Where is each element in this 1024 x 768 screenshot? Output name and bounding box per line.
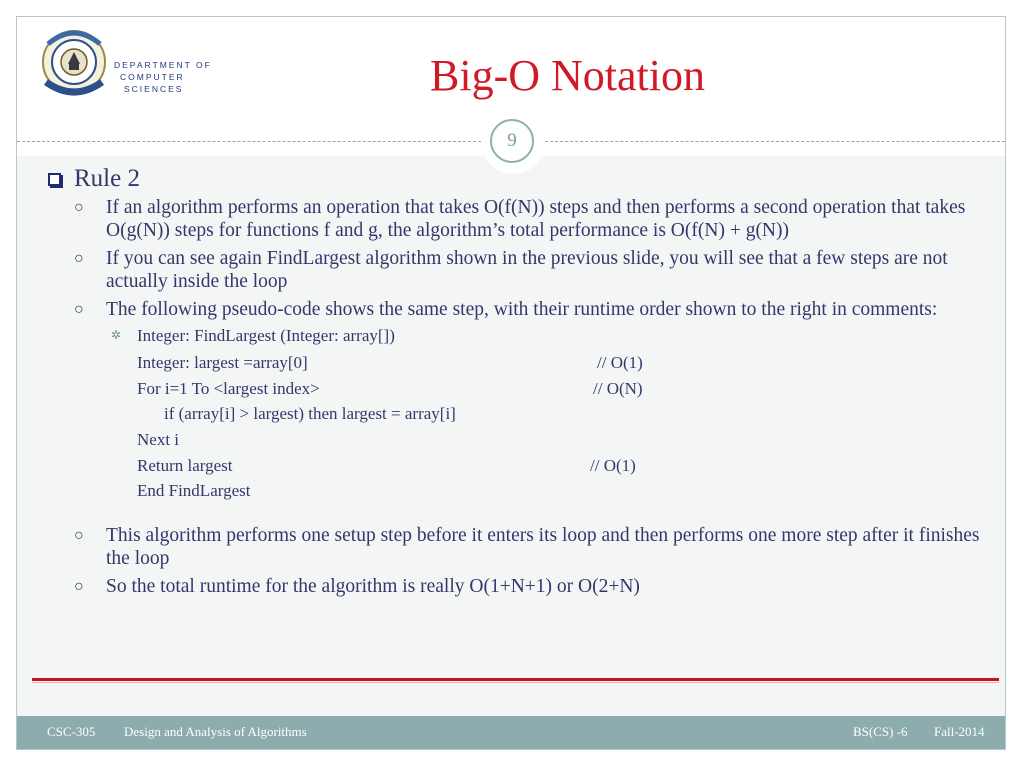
code-line — [48, 453, 988, 479]
rule-heading — [48, 164, 988, 194]
circle-bullet-icon: ○ — [74, 199, 84, 216]
footer-rule-shadow — [32, 682, 999, 683]
header-divider-right — [545, 141, 1005, 142]
footer-term: Fall-2014 — [934, 724, 985, 739]
slide-footer — [17, 716, 1005, 749]
code-text: End FindLargest — [137, 481, 251, 501]
footer-course-code: CSC-305 — [47, 724, 96, 739]
slide-number: 9 — [490, 119, 534, 163]
slide-content — [48, 164, 988, 603]
code-line — [48, 427, 988, 453]
circle-bullet-icon: ○ — [74, 301, 84, 318]
spacer — [48, 504, 988, 524]
footer-class: BS(CS) -6 — [853, 724, 908, 739]
code-comment: // O(1) — [590, 455, 636, 475]
code-text: if (array[i] > largest) then largest = array[i] — [164, 404, 456, 424]
slide-title: Big-O Notation — [430, 51, 705, 100]
bullet-item — [48, 247, 988, 293]
logo-department-text: DEPARTMENT OF — [114, 60, 212, 70]
logo-sciences-text: SCIENCES — [124, 84, 184, 94]
bullet-text: The following pseudo-code shows the same step, with their runtime order shown to the right in comments: — [106, 299, 938, 320]
bullet-text: This algorithm performs one setup step before it enters its loop and then performs one more step after it finishes the loop — [106, 525, 980, 570]
circle-bullet-icon: ○ — [74, 250, 84, 267]
university-logo — [40, 24, 210, 104]
circle-bullet-icon: ○ — [74, 578, 84, 596]
rule-heading-text: Rule 2 — [74, 165, 140, 192]
code-line — [48, 350, 988, 376]
bullet-text: If an algorithm performs an operation that takes O(f(N)) steps and then performs a second operation that takes O(g(N)) steps for functions f and g, the algorithm’s total performance is O(f(N) + g(N)) — [106, 197, 966, 241]
code-comment: // O(N) — [593, 378, 643, 398]
bullet-text: If you can see again FindLargest algorithm shown in the previous slide, you will see that a few steps are not actually inside the loop — [106, 248, 948, 292]
circle-bullet-icon: ○ — [74, 527, 84, 545]
code-line — [48, 376, 988, 402]
code-comment: // O(1) — [597, 353, 643, 372]
code-text: For i=1 To <largest index> — [137, 378, 320, 398]
bullet-item — [48, 298, 988, 321]
pseudo-code-header-text: Integer: FindLargest (Integer: array[]) — [137, 326, 395, 345]
star-bullet-icon: ✲ — [111, 328, 122, 342]
university-seal-icon — [40, 24, 116, 104]
code-text: Integer: largest =array[0] — [137, 353, 308, 372]
logo-computer-text: COMPUTER — [120, 72, 185, 82]
footer-course-name: Design and Analysis of Algorithms — [124, 724, 307, 739]
bullet-item — [48, 575, 988, 598]
code-text: Return largest — [137, 455, 233, 475]
pseudo-code-header — [48, 324, 988, 347]
square-bullet-icon — [48, 173, 61, 186]
footer-rule — [32, 678, 999, 681]
code-line — [48, 478, 988, 504]
code-line — [48, 401, 988, 427]
header-divider-left — [17, 141, 481, 142]
code-text: Next i — [137, 430, 180, 450]
bullet-text: So the total runtime for the algorithm is really O(1+N+1) or O(2+N) — [106, 576, 640, 598]
bullet-item — [48, 196, 988, 242]
bullet-item — [48, 524, 988, 570]
